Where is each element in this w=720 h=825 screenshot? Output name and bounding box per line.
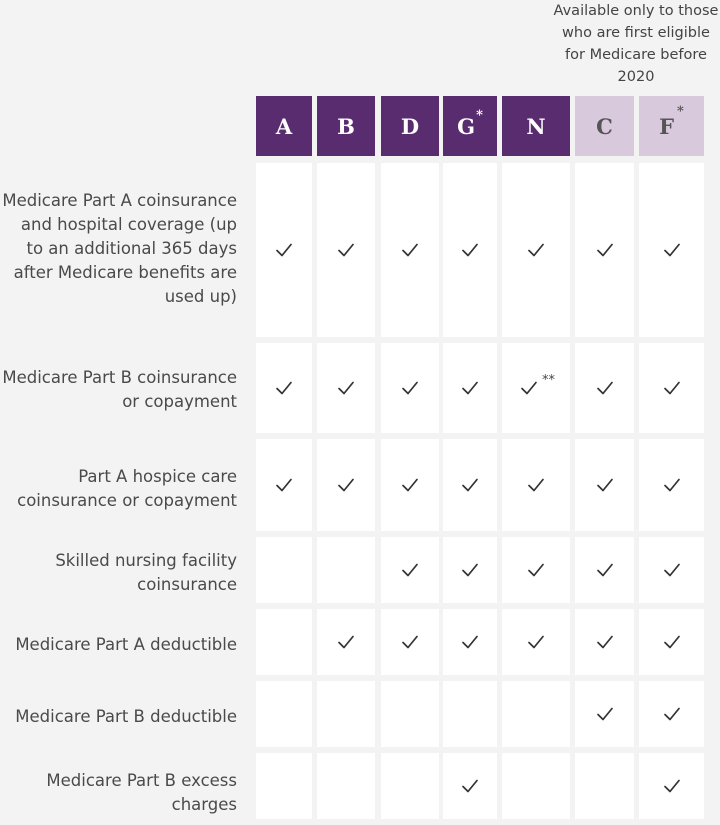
check-icon [662, 378, 682, 398]
availability-note: Available only to those who are first eligible for Medicare before 2020 [553, 3, 719, 85]
check-icon [400, 632, 420, 652]
check-icon [460, 632, 480, 652]
check-icon [336, 378, 356, 398]
check-icon [460, 475, 480, 495]
coverage-cell [502, 753, 570, 819]
coverage-cell [575, 681, 634, 747]
plan-header-label: A [275, 113, 293, 139]
coverage-cell [502, 343, 570, 433]
plan-header-g: G * [443, 96, 497, 156]
coverage-cell [256, 609, 312, 675]
row-label [0, 352, 237, 428]
plan-header-label: G [457, 113, 476, 139]
check-icon [662, 776, 682, 796]
coverage-cell [317, 163, 375, 337]
coverage-cell [502, 537, 570, 603]
footnote-asterisk: ** [542, 373, 555, 388]
check-icon [336, 475, 356, 495]
coverage-cell [381, 343, 439, 433]
plan-header-a [256, 96, 312, 156]
coverage-cell [317, 439, 375, 531]
coverage-cell [502, 163, 570, 337]
coverage-cell [317, 343, 375, 433]
coverage-cell [502, 681, 570, 747]
coverage-cell [575, 753, 634, 819]
row-label-text: Medicare Part B coinsurance or copayment [2, 368, 237, 411]
check-icon [662, 704, 682, 724]
check-icon [595, 560, 615, 580]
coverage-cell [639, 439, 704, 531]
check-icon [274, 378, 294, 398]
coverage-cell [256, 681, 312, 747]
coverage-cell [502, 439, 570, 531]
coverage-cell [639, 163, 704, 337]
check-icon [274, 240, 294, 260]
check-icon [400, 475, 420, 495]
check-icon [662, 560, 682, 580]
check-icon [336, 632, 356, 652]
check-icon [400, 560, 420, 580]
coverage-cell [639, 609, 704, 675]
check-icon [595, 378, 615, 398]
row-label-text: Medicare Part B deductible [15, 707, 237, 726]
coverage-cell [443, 537, 497, 603]
check-icon [460, 240, 480, 260]
plan-header-label: D [400, 113, 420, 139]
check-icon [400, 378, 420, 398]
coverage-cell [381, 439, 439, 531]
check-icon [662, 240, 682, 260]
coverage-cell [443, 753, 497, 819]
coverage-cell [502, 609, 570, 675]
check-icon [274, 475, 294, 495]
coverage-cell [256, 537, 312, 603]
check-icon [595, 632, 615, 652]
row-label-text: Medicare Part A deductible [15, 635, 237, 654]
coverage-cell [639, 681, 704, 747]
plan-header-d [381, 96, 439, 156]
coverage-cell [381, 609, 439, 675]
row-label [0, 548, 237, 598]
row-label-text: Skilled nursing facility coinsurance [55, 551, 237, 594]
plan-header-n [502, 96, 570, 156]
check-icon [662, 632, 682, 652]
check-icon [595, 704, 615, 724]
plan-header-c [575, 96, 634, 156]
check-icon [595, 475, 615, 495]
row-label [0, 692, 237, 742]
coverage-cell [317, 609, 375, 675]
row-label-text: Part A hospice care coinsurance or copayment [17, 467, 237, 510]
check-icon [460, 776, 480, 796]
coverage-cell [575, 609, 634, 675]
coverage-cell [575, 439, 634, 531]
coverage-cell [317, 537, 375, 603]
coverage-cell [639, 343, 704, 433]
check-icon [526, 240, 546, 260]
coverage-cell [443, 163, 497, 337]
coverage-cell [575, 343, 634, 433]
coverage-cell [381, 163, 439, 337]
row-label [0, 178, 237, 320]
coverage-cell [639, 537, 704, 603]
coverage-cell [317, 681, 375, 747]
plan-header-label: B [337, 113, 355, 139]
check-icon [526, 560, 546, 580]
row-label [0, 768, 237, 818]
coverage-cell [381, 537, 439, 603]
row-label-text: Medicare Part B excess charges [46, 771, 237, 814]
check-icon [336, 240, 356, 260]
check-icon [519, 378, 539, 398]
coverage-cell [256, 163, 312, 337]
plan-header-b [317, 96, 375, 156]
coverage-cell [443, 609, 497, 675]
coverage-cell [381, 681, 439, 747]
plan-header-label: C [596, 113, 613, 139]
plan-header-label: F [659, 113, 675, 139]
coverage-cell [443, 439, 497, 531]
coverage-cell [256, 343, 312, 433]
check-icon [460, 378, 480, 398]
coverage-cell [317, 753, 375, 819]
coverage-cell [575, 537, 634, 603]
check-icon [662, 475, 682, 495]
row-label-text: Medicare Part A coinsurance and hospital coverage (up to an additional 365 days after Medicare benefits are used up) [2, 191, 237, 306]
row-label [0, 452, 237, 526]
check-icon [526, 632, 546, 652]
coverage-cell [443, 681, 497, 747]
check-icon [460, 560, 480, 580]
coverage-cell [381, 753, 439, 819]
coverage-cell [256, 439, 312, 531]
coverage-cell [256, 753, 312, 819]
row-label [0, 620, 237, 670]
check-icon [595, 240, 615, 260]
plan-header-label: N [526, 113, 546, 139]
check-icon [526, 475, 546, 495]
plan-header-f: F * [639, 96, 704, 156]
coverage-cell [575, 163, 634, 337]
coverage-cell [443, 343, 497, 433]
coverage-cell [639, 753, 704, 819]
check-icon [400, 240, 420, 260]
